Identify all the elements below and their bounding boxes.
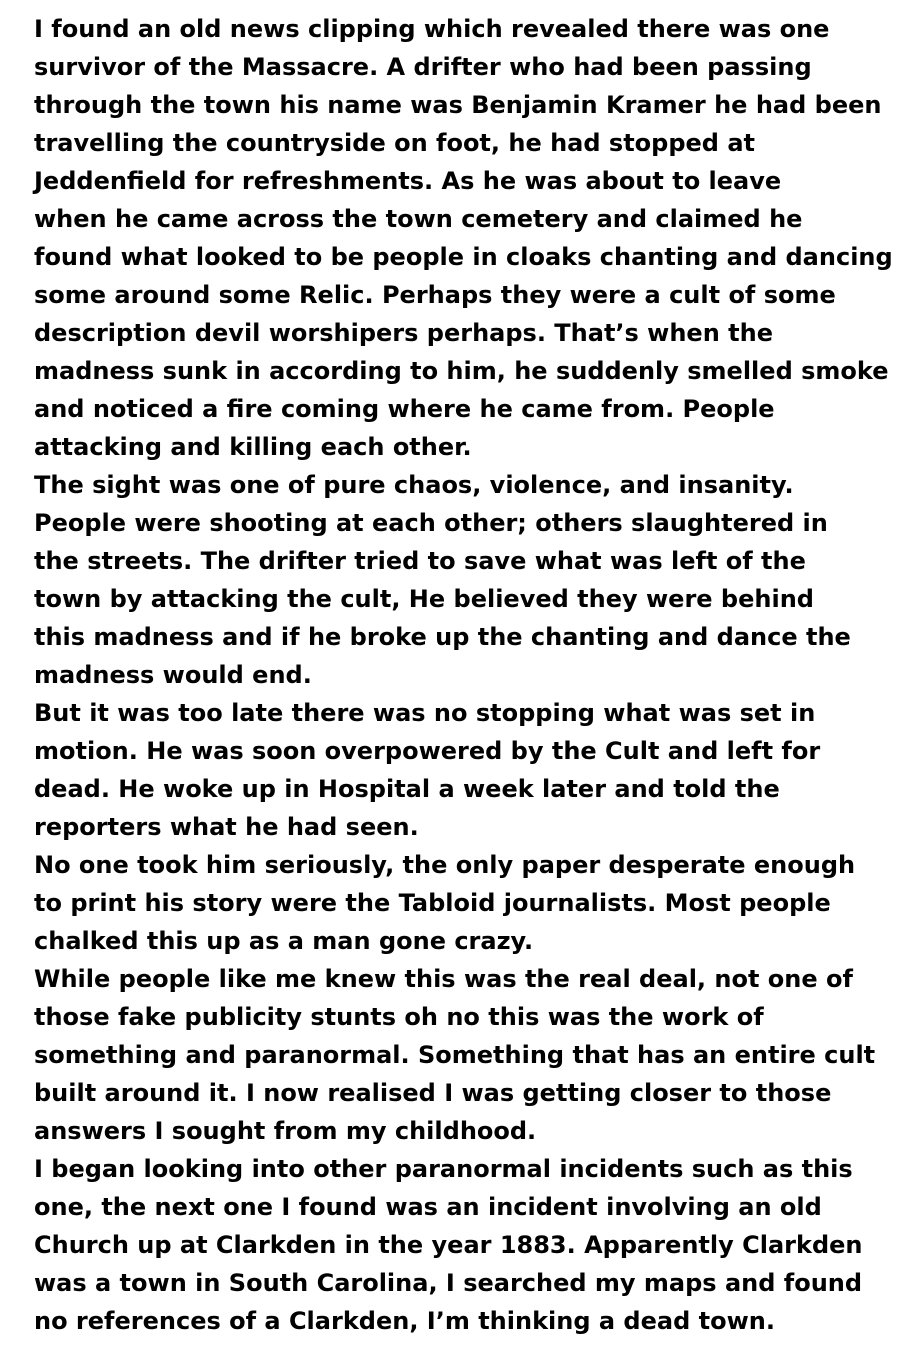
paragraph-1-line-4: travelling the countryside on foot, he had stopped at [34,129,755,157]
paragraph-6-line-2: one, the next one I found was an incident involving an old [34,1193,822,1221]
paragraph-4-line-3: chalked this up as a man gone crazy. [34,927,534,955]
paragraph-2-line-2: People were shooting at each other; others slaughtered in [34,509,828,537]
paragraph-5-line-4: built around it. I now realised I was getting closer to those [34,1079,832,1107]
paragraph-1-line-1: I found an old news clipping which revealed there was one [34,15,830,43]
paragraph-1-line-5: Jeddenfield for refreshments. As he was about to leave [34,167,782,195]
paragraph-6-line-3: Church up at Clarkden in the year 1883. Apparently Clarkden [34,1231,863,1259]
paragraph-1-line-12: attacking and killing each other. [34,433,472,461]
paragraph-3-line-1: But it was too late there was no stopping what was set in [34,699,816,727]
paragraph-5-line-1: While people like me knew this was the real deal, not one of [34,965,853,993]
paragraph-5-line-3: something and paranormal. Something that has an entire cult [34,1041,876,1069]
paragraph-3-line-4: reporters what he had seen. [34,813,419,841]
paragraph-2-line-5: this madness and if he broke up the chanting and dance the [34,623,851,651]
paragraph-5 [34,960,876,1150]
paragraph-4-line-2: to print his story were the Tabloid journalists. Most people [34,889,831,917]
paragraph-4 [34,846,869,960]
paragraph-1-line-10: madness sunk in according to him, he suddenly smelled smoke [34,357,889,385]
paragraph-1-line-9: description devil worshipers perhaps. That’s when the [34,319,773,347]
paragraph-3-line-3: dead. He woke up in Hospital a week later and told the [34,775,780,803]
paragraph-4-line-1: No one took him seriously, the only paper desperate enough [34,851,856,879]
paragraph-3 [34,694,869,846]
paragraph-5-line-5: answers I sought from my childhood. [34,1117,537,1145]
paragraph-2-line-3: the streets. The drifter tried to save what was left of the [34,547,806,575]
paragraph-6-line-4: was a town in South Carolina, I searched my maps and found [34,1269,863,1297]
paragraph-1-line-2: survivor of the Massacre. A drifter who had been passing [34,53,812,81]
paragraph-1 [34,10,893,466]
paragraph-2-line-1: The sight was one of pure chaos, violence, and insanity. [34,471,794,499]
paragraph-1-line-3: through the town his name was Benjamin Kramer he had been [34,91,882,119]
paragraph-5-line-2: those fake publicity stunts oh no this was the work of [34,1003,764,1031]
paragraph-1-line-6: when he came across the town cemetery and claimed he [34,205,803,233]
paragraph-6 [34,1150,869,1340]
paragraph-1-line-11: and noticed a fire coming where he came from. People [34,395,775,423]
paragraph-2 [34,466,869,694]
paragraph-1-line-8: some around some Relic. Perhaps they were a cult of some [34,281,836,309]
paragraph-2-line-4: town by attacking the cult, He believed they were behind [34,585,814,613]
paragraph-3-line-2: motion. He was soon overpowered by the Cult and left for [34,737,821,765]
paragraph-2-line-6: madness would end. [34,661,312,689]
document-page [34,10,893,1340]
paragraph-6-line-5: no references of a Clarkden, I’m thinking a dead town. [34,1307,775,1335]
paragraph-6-line-1: I began looking into other paranormal incidents such as this [34,1155,853,1183]
paragraph-1-line-7: found what looked to be people in cloaks chanting and dancing [34,243,893,271]
